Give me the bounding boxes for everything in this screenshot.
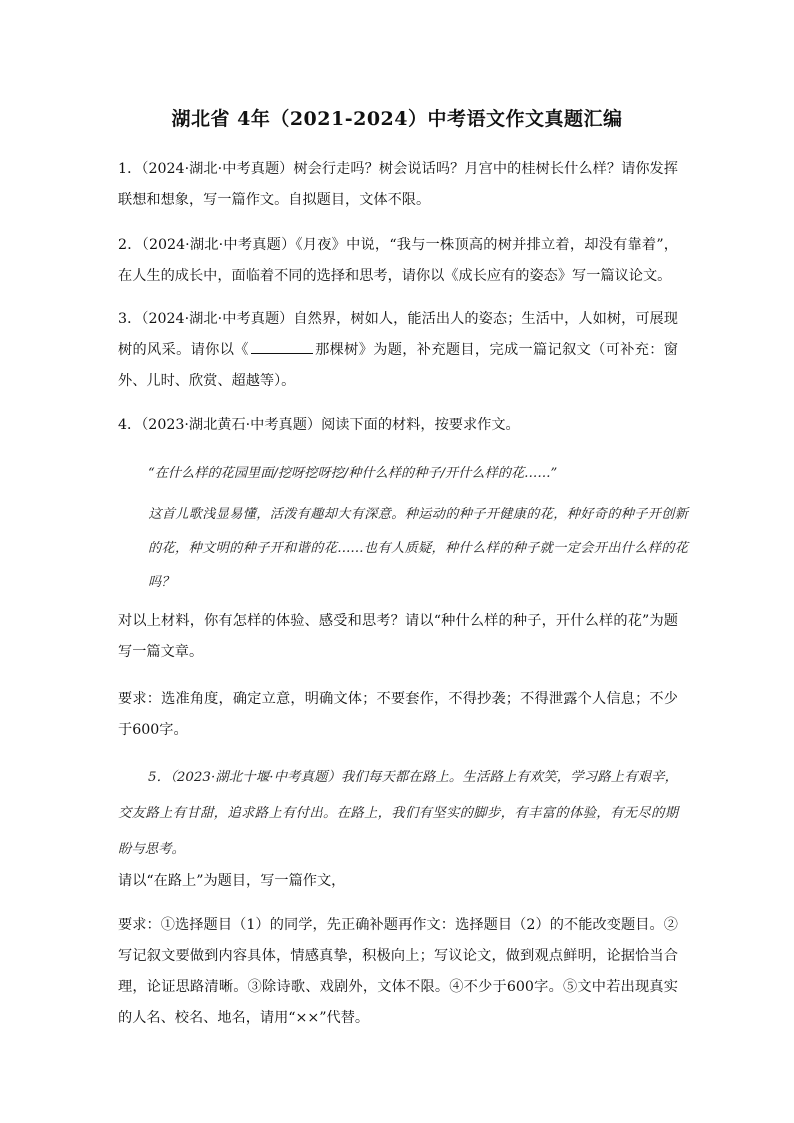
question-4-quote: “在什么样的花园里面/挖呀挖呀挖/种什么样的种子/开什么样的花……” bbox=[148, 466, 558, 481]
question-2: 2．（2024·湖北·中考真题）《月夜》中说，“我与一株顶高的树并排立着，却没有靠着”，在人生的成长中，面临着不同的选择和思考，请你以《成长应有的姿态》写一篇议论文。 bbox=[118, 237, 678, 284]
question-4: 4．（2023·湖北黄石·中考真题）阅读下面的材料，按要求作文。 bbox=[118, 417, 520, 433]
question-4-material-text: 这首儿歌浅显易懂，活泼有趣却大有深意。种运动的种子开健康的花，种好奇的种子开创新的花，种文明的种子开和谐的花……也有人质疑，种什么样的种子就一定会开出什么样的花吗？ bbox=[148, 507, 688, 590]
question-3-text-b: 那棵树》为题，补充题目，完成一篇记叙文（可补充：窗外、儿时、欣赏、超越等）。 bbox=[118, 342, 678, 389]
page-title: 湖北省 4年（2021-2024）中考语文作文真题汇编 bbox=[171, 108, 623, 130]
question-5-prompt: 请以“在路上”为题目，写一篇作文， bbox=[118, 873, 346, 889]
question-5-material-text: 5．（2023·湖北十堰·中考真题）我们每天都在路上。生活路上有欢笑，学习路上有艰辛，交友路上有甘甜，追求路上有付出。在路上，我们有坚实的脚步，有丰富的体验，有无尽的期盼与思考。 bbox=[118, 770, 678, 857]
question-4-prompt: 对以上材料，你有怎样的体验、感受和思考？请以“种什么样的种子，开什么样的花”为题写一篇文章。 bbox=[118, 613, 678, 660]
question-5-requirements: 要求：①选择题目（1）的同学，先正确补题再作文：选择题目（2）的不能改变题目。②写记叙文要做到内容具体，情感真挚，积极向上；写议论文，做到观点鲜明，论据恰当合理，论证思路清晰。③除诗歌、戏剧外，文体不限。④不少于600字。⑤文中若出现真实的人名、校名、地名，请用“××”代替。 bbox=[118, 917, 678, 1026]
question-3 bbox=[118, 304, 678, 397]
fill-in-blank bbox=[251, 339, 313, 354]
question-4-requirements: 要求：选准角度，确定立意，明确文体；不要套作，不得抄袭；不得泄露个人信息；不少于600字。 bbox=[118, 691, 678, 738]
question-4-material bbox=[148, 498, 688, 600]
question-5-material bbox=[118, 760, 678, 868]
question-3-text-a: 3．（2024·湖北·中考真题）自然界，树如人，能活出人的姿态；生活中，人如树，可展现树的风采。请你以《 bbox=[118, 311, 678, 358]
question-1: 1．（2024·湖北·中考真题）树会行走吗？树会说话吗？月宫中的桂树长什么样？请你发挥联想和想象，写一篇作文。自拟题目，文体不限。 bbox=[118, 161, 678, 208]
